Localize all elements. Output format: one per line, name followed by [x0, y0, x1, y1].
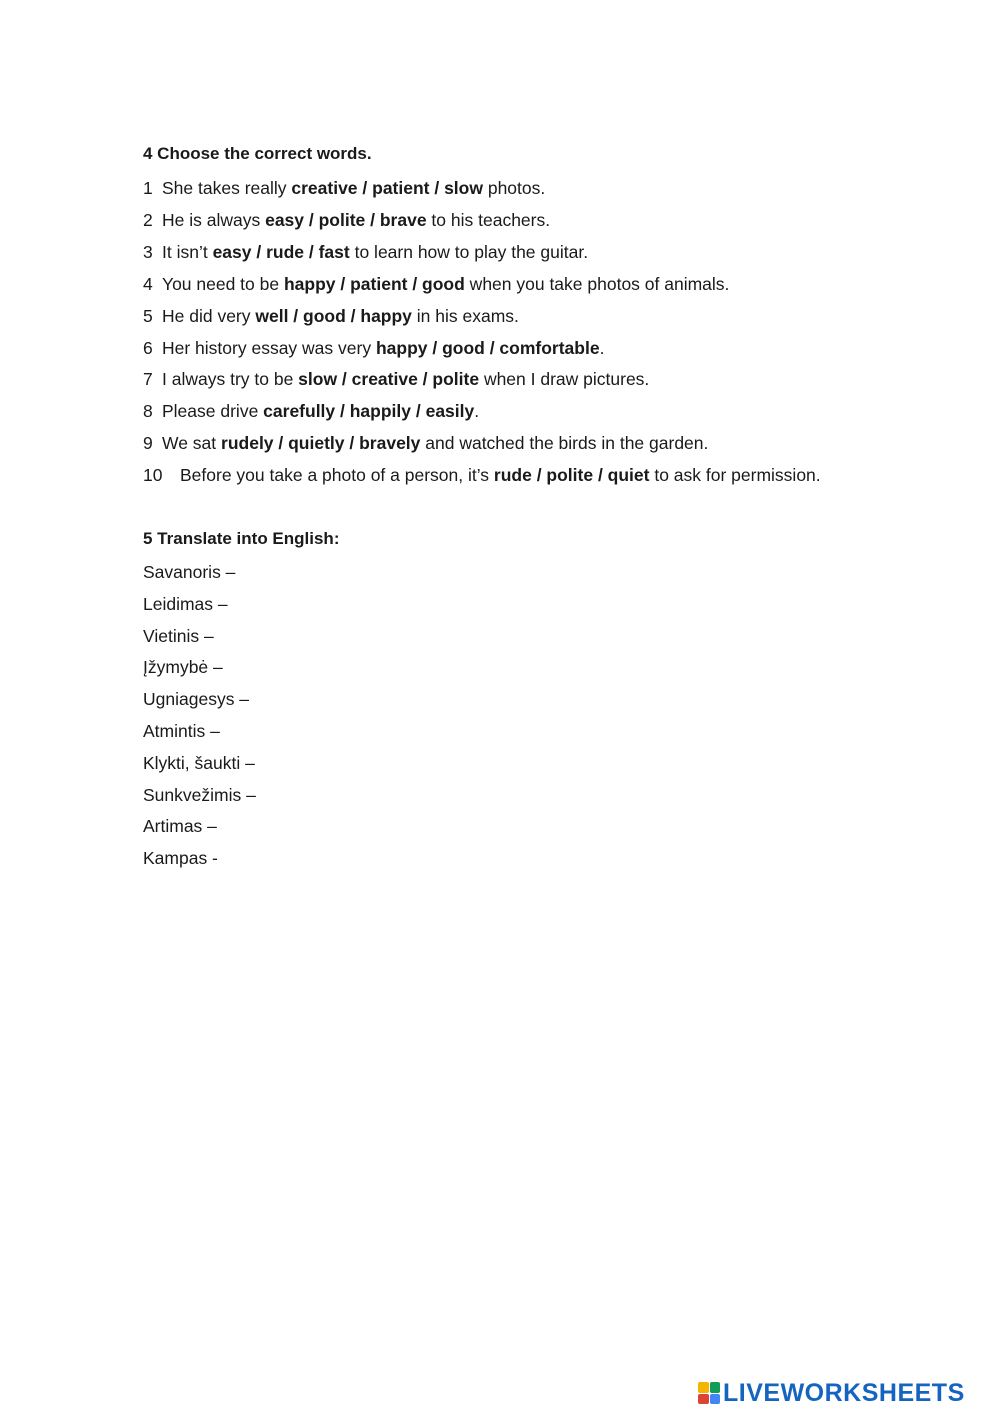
logo-icon: [698, 1382, 720, 1404]
question-text-after: to ask for permission.: [649, 465, 821, 486]
question-text-before: He is always: [162, 209, 266, 230]
question-row: [143, 305, 519, 327]
question-number: 4: [143, 273, 153, 294]
question-text-after: photos.: [482, 178, 546, 198]
question-number: 7: [143, 369, 153, 390]
translation-item: Ugniagesys –: [143, 689, 250, 710]
answer-options[interactable]: well / good / happy: [255, 305, 412, 326]
translation-item: Sunkvežimis –: [143, 784, 256, 805]
exercise-4-heading: 4 Choose the correct words.: [143, 144, 372, 163]
translation-item: Kampas -: [143, 848, 218, 869]
question-number: 6: [143, 337, 153, 358]
question-number: 2: [143, 209, 153, 230]
translation-item: Savanoris –: [143, 562, 236, 582]
question-text-after: when I draw pictures.: [479, 369, 650, 390]
answer-options[interactable]: rudely / quietly / bravely: [221, 433, 421, 454]
translation-item: Klykti, šaukti –: [143, 752, 255, 773]
question-row: [143, 177, 545, 199]
question-row: [143, 273, 729, 295]
liveworksheets-logo: [698, 1378, 965, 1408]
question-text-before: Please drive: [162, 401, 264, 422]
question-text-before: We sat: [162, 433, 222, 454]
question-number: 1: [143, 178, 153, 198]
answer-options[interactable]: slow / creative / polite: [298, 369, 480, 390]
question-text-before: He did very: [162, 305, 256, 326]
question-row: [143, 368, 649, 390]
question-text-after: when you take photos of animals.: [464, 273, 730, 294]
exercise-5-heading: 5 Translate into English:: [143, 529, 340, 548]
question-number: 9: [143, 433, 153, 454]
question-number: 5: [143, 305, 153, 326]
question-text-before: Before you take a photo of a person, it’s: [180, 465, 494, 486]
question-text-after: .: [599, 337, 605, 358]
question-row: [143, 432, 708, 454]
question-text-after: in his exams.: [411, 305, 519, 326]
question-row: [143, 400, 479, 422]
question-row: [143, 241, 588, 263]
question-text-after: to learn how to play the guitar.: [349, 241, 589, 262]
answer-options[interactable]: rude / polite / quiet: [493, 465, 650, 486]
answer-options[interactable]: easy / rude / fast: [212, 241, 350, 262]
question-row: [143, 337, 604, 359]
question-text-before: Her history essay was very: [162, 337, 376, 358]
translation-item: Artimas –: [143, 816, 217, 837]
question-number: 8: [143, 401, 153, 422]
answer-options[interactable]: carefully / happily / easily: [263, 401, 475, 422]
question-text-before: She takes really: [162, 178, 292, 198]
question-text-before: It isn’t: [162, 241, 213, 262]
question-number: 3: [143, 241, 153, 262]
answer-options[interactable]: happy / patient / good: [283, 273, 465, 294]
question-row: [143, 209, 550, 231]
translation-item: Leidimas –: [143, 593, 228, 614]
question-text-after: .: [474, 401, 480, 422]
translation-item: Vietinis –: [143, 625, 214, 646]
translation-item: Atmintis –: [143, 721, 220, 741]
logo-text: LIVEWORKSHEETS: [723, 1378, 965, 1407]
question-number: 10: [143, 465, 163, 486]
question-text-after: to his teachers.: [426, 209, 551, 230]
question-text-before: You need to be: [162, 273, 284, 294]
question-text-before: I always try to be: [162, 369, 299, 390]
answer-options[interactable]: happy / good / comfortable: [375, 337, 600, 358]
translation-item: Įžymybė –: [143, 657, 223, 678]
question-row: [143, 464, 821, 486]
answer-options[interactable]: creative / patient / slow: [291, 178, 483, 198]
question-text-after: and watched the birds in the garden.: [420, 433, 709, 454]
answer-options[interactable]: easy / polite / brave: [265, 209, 427, 230]
